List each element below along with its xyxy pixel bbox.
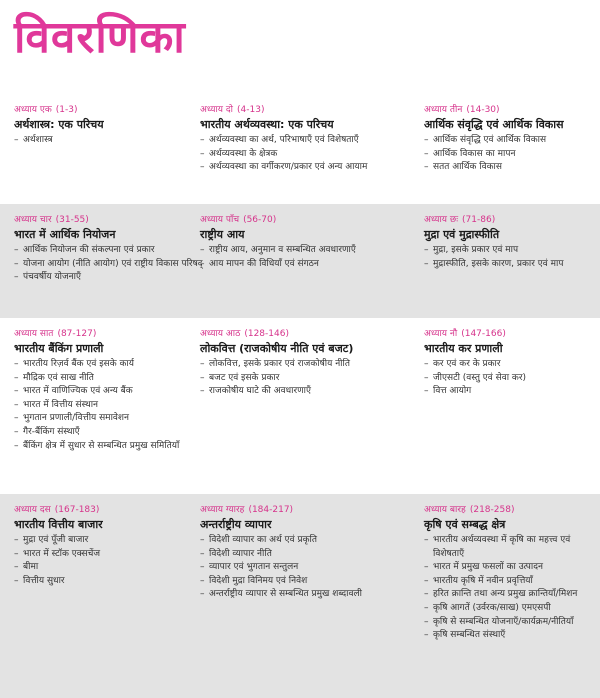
topic-item: – आर्थिक संवृद्धि एवं आर्थिक विकास	[424, 134, 596, 148]
topic-item: – विदेशी मुद्रा विनिमय एवं निवेश	[200, 575, 400, 589]
chapter-row	[0, 204, 600, 318]
topic-item: – राष्ट्रीय आय, अनुमान व सम्बन्धित अवधारणाएँ	[200, 244, 400, 258]
topic-item: – अर्थव्यवस्था का अर्थ, परिभाषाएँ एवं विशेषताएँ	[200, 134, 400, 148]
chapter-block	[200, 502, 400, 602]
chapter-block	[14, 326, 194, 453]
topic-item: – मुद्रा एवं पूँजी बाजार	[14, 534, 194, 548]
chapter-topics	[14, 358, 194, 453]
chapter-title: भारत में आर्थिक नियोजन	[14, 228, 116, 241]
topic-item: – वित्त आयोग	[424, 385, 596, 399]
chapter-pages: (14-30)	[466, 105, 500, 115]
topic-item: – अर्थशास्त्र	[14, 134, 204, 148]
chapter-label: अध्याय पाँच	[200, 215, 240, 225]
chapter-pages: (1-3)	[55, 105, 78, 115]
topic-item: – मुद्रा, इसके प्रकार एवं माप	[424, 244, 564, 258]
topic-item: – बजट एवं इसके प्रकार	[200, 372, 410, 386]
chapter-row	[0, 96, 600, 204]
chapter-topics	[200, 244, 400, 271]
topic-item: – गैर-बैंकिंग संस्थाएँ	[14, 426, 194, 440]
topic-item: – आर्थिक नियोजन की संकल्पना एवं प्रकार	[14, 244, 204, 258]
chapter-title: अन्तर्राष्ट्रीय व्यापार	[200, 518, 272, 531]
topic-item: – व्यापार एवं भुगतान सन्तुलन	[200, 561, 400, 575]
topic-item: – विदेशी व्यापार नीति	[200, 548, 400, 562]
topic-item: – मुद्रास्फीति, इसके कारण, प्रकार एवं माप	[424, 258, 564, 272]
topic-item: – भारत में वित्तीय संस्थान	[14, 399, 194, 413]
chapter-pages: (87-127)	[57, 329, 97, 339]
topic-item: – भारतीय अर्थव्यवस्था में कृषि का महत्त्व एवं विशेषताएँ	[424, 534, 596, 561]
topic-item: – भारत में प्रमुख फसलों का उत्पादन	[424, 561, 596, 575]
topic-item: – अन्तर्राष्ट्रीय व्यापार से सम्बन्धित प्रमुख शब्दावली	[200, 588, 400, 602]
topic-item: – भारतीय रिज़र्व बैंक एवं इसके कार्य	[14, 358, 194, 372]
topic-item: – अर्थव्यवस्था के क्षेत्रक	[200, 148, 400, 162]
chapter-title: भारतीय अर्थव्यवस्था: एक परिचय	[200, 118, 334, 131]
chapter-topics	[424, 244, 564, 271]
chapter-block	[200, 212, 400, 271]
topic-item: – आर्थिक विकास का मापन	[424, 148, 596, 162]
chapter-row	[0, 494, 600, 698]
chapter-title: आर्थिक संवृद्धि एवं आर्थिक विकास	[424, 118, 564, 131]
chapter-title: मुद्रा एवं मुद्रास्फीति	[424, 228, 500, 241]
topic-item: – मौद्रिक एवं साख नीति	[14, 372, 194, 386]
chapter-topics	[200, 358, 410, 399]
chapter-label: अध्याय ग्यारह	[200, 505, 245, 515]
topic-item: – लोकवित्त, इसके प्रकार एवं राजकोषीय नीति	[200, 358, 410, 372]
chapter-topics	[200, 134, 400, 175]
topic-item: – भारत में स्टॉक एक्सचेंज	[14, 548, 194, 562]
topic-item: – विदेशी व्यापार का अर्थ एवं प्रकृति	[200, 534, 400, 548]
chapter-topics	[424, 134, 596, 175]
chapter-label: अध्याय चार	[14, 215, 52, 225]
chapter-title: अर्थशास्त्र: एक परिचय	[14, 118, 104, 131]
chapter-block	[424, 212, 564, 271]
chapter-label: अध्याय एक	[14, 105, 52, 115]
chapter-label: अध्याय नौ	[424, 329, 458, 339]
chapter-pages: (218-258)	[469, 505, 515, 515]
topic-item: – भुगतान प्रणाली/वित्तीय समावेशन	[14, 412, 194, 426]
topic-item: – कृषि सम्बन्धित संस्थाएँ	[424, 629, 596, 643]
chapter-pages: (31-55)	[55, 215, 89, 225]
chapter-block	[14, 212, 204, 285]
topic-item: – कर एवं कर के प्रकार	[424, 358, 596, 372]
chapter-title: भारतीय कर प्रणाली	[424, 342, 503, 355]
topic-item: – सतत आर्थिक विकास	[424, 161, 596, 175]
chapter-topics	[200, 534, 400, 602]
chapter-block	[424, 102, 596, 175]
chapter-label: अध्याय दस	[14, 505, 51, 515]
chapter-label: अध्याय आठ	[200, 329, 241, 339]
chapter-title: कृषि एवं सम्बद्ध क्षेत्र	[424, 518, 506, 531]
topic-item: – पंचवर्षीय योजनाएँ	[14, 271, 204, 285]
chapter-block	[424, 326, 596, 399]
chapter-block	[200, 102, 400, 175]
topic-item: – राजकोषीय घाटे की अवधारणाएँ	[200, 385, 410, 399]
chapter-topics	[424, 358, 596, 399]
topic-item: – भारतीय कृषि में नवीन प्रवृत्तियाँ	[424, 575, 596, 589]
topic-item: – वित्तीय सुधार	[14, 575, 194, 589]
topic-item: – बीमा	[14, 561, 194, 575]
chapter-title: भारतीय वित्तीय बाजार	[14, 518, 103, 531]
topic-item: – जीएसटी (वस्तु एवं सेवा कर)	[424, 372, 596, 386]
chapter-pages: (71-86)	[462, 215, 496, 225]
chapter-topics	[424, 534, 596, 643]
chapter-pages: (147-166)	[461, 329, 506, 339]
chapter-block	[14, 102, 204, 148]
chapter-label: अध्याय सात	[14, 329, 54, 339]
chapter-label: अध्याय बारह	[424, 505, 466, 515]
topic-item: – योजना आयोग (नीति आयोग) एवं राष्ट्रीय विकास परिषद्	[14, 258, 204, 272]
chapter-topics	[14, 244, 204, 285]
chapter-row	[0, 318, 600, 494]
topic-item: – बैंकिंग क्षेत्र में सुधार से सम्बन्धित प्रमुख समितियाँ	[14, 440, 194, 454]
chapter-pages: (167-183)	[54, 505, 100, 515]
topic-item: – भारत में वाणिज्यिक एवं अन्य बैंक	[14, 385, 194, 399]
topic-item: – कृषि से सम्बन्धित योजनाएँ/कार्यक्रम/नीतियाँ	[424, 616, 596, 630]
chapter-topics	[14, 134, 204, 148]
topic-item: – अर्थव्यवस्था का वर्गीकरण/प्रकार एवं अन्य आयाम	[200, 161, 400, 175]
topic-item: – कृषि आगतें (उर्वरक/साख) एमएसपी	[424, 602, 596, 616]
chapter-pages: (56-70)	[243, 215, 277, 225]
chapter-topics	[14, 534, 194, 588]
chapter-pages: (4-13)	[237, 105, 265, 115]
chapter-title: लोकवित्त (राजकोषीय नीति एवं बजट)	[200, 342, 354, 355]
topic-item: – आय मापन की विधियाँ एवं संगठन	[200, 258, 400, 272]
chapter-label: अध्याय तीन	[424, 105, 463, 115]
chapter-block	[200, 326, 410, 399]
chapter-title: भारतीय बैंकिंग प्रणाली	[14, 342, 104, 355]
chapter-pages: (128-146)	[244, 329, 289, 339]
chapter-label: अध्याय छः	[424, 215, 459, 225]
topic-item: – हरित क्रान्ति तथा अन्य प्रमुख क्रान्तियाँ/मिशन	[424, 588, 596, 602]
page-title: विवरणिका	[14, 12, 186, 63]
chapter-pages: (184-217)	[248, 505, 294, 515]
chapter-title: राष्ट्रीय आय	[200, 228, 245, 241]
chapter-label: अध्याय दो	[200, 105, 234, 115]
chapter-block	[14, 502, 194, 588]
chapter-block	[424, 502, 596, 643]
